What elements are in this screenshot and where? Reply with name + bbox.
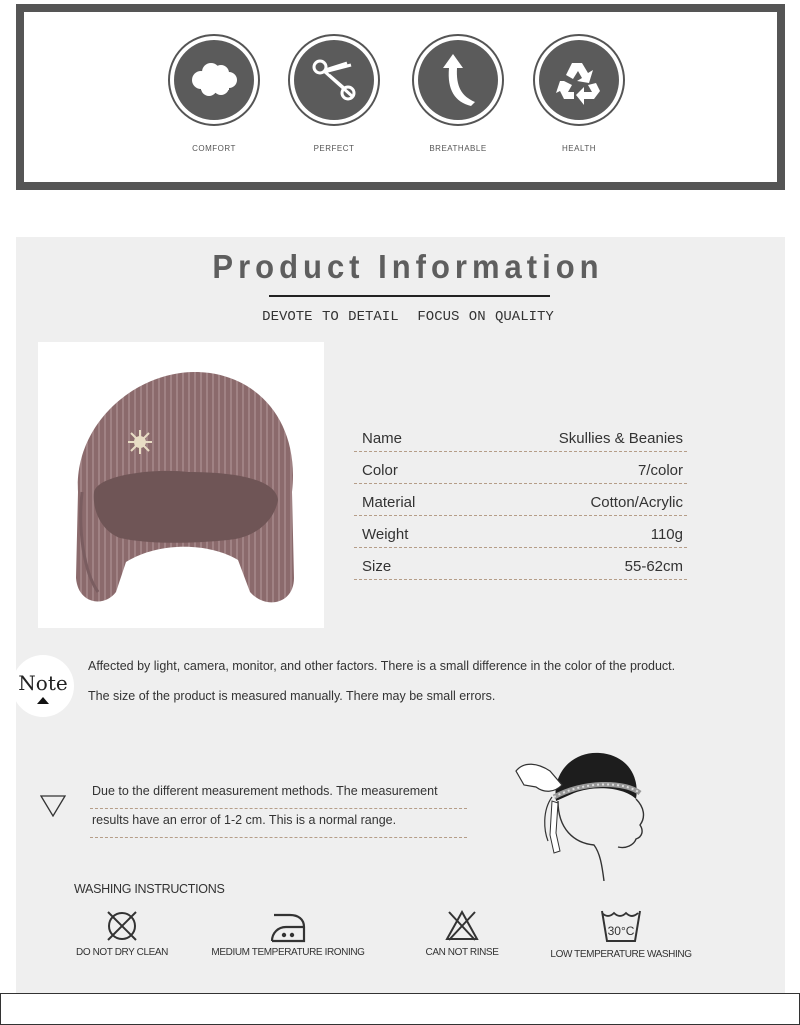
spec-row-weight <box>354 517 687 548</box>
feature-health <box>529 34 629 153</box>
section-subtitle: DEVOTE TO DETAIL FOCUS ON QUALITY <box>262 309 554 325</box>
section-title: Product Information <box>212 247 604 286</box>
feature-label: COMFORT <box>192 144 236 153</box>
product-info-panel <box>16 237 785 993</box>
recycle-icon <box>552 53 606 107</box>
spec-label: Name <box>362 430 403 447</box>
title-divider <box>269 295 550 297</box>
note-line-1: Affected by light, camera, monitor, and other factors. There is a small difference in the color of the product. <box>88 659 676 673</box>
wash-label: CAN NOT RINSE <box>425 947 499 958</box>
note-line-2: The size of the product is measured manually. There may be small errors. <box>88 689 496 703</box>
spec-row-size <box>354 549 687 580</box>
wash-label: MEDIUM TEMPERATURE IRONING <box>211 947 365 958</box>
curved-arrow-icon <box>431 50 485 110</box>
wash-item-no-dry-clean <box>72 909 172 958</box>
measurement-line-1: Due to the different measurement methods. The measurement <box>90 784 467 809</box>
feature-perfect <box>284 34 384 153</box>
no-dry-clean-icon <box>105 909 139 943</box>
wash-item-ironing <box>208 909 368 958</box>
wash-label: LOW TEMPERATURE WASHING <box>550 949 692 960</box>
scissors-icon <box>307 53 361 107</box>
spec-row-name <box>354 421 687 452</box>
spec-label: Weight <box>362 526 409 543</box>
bottom-frame <box>0 993 800 1025</box>
feature-comfort <box>164 34 264 153</box>
spec-label: Size <box>362 558 392 575</box>
measurement-line-2: results have an error of 1-2 cm. This is a normal range. <box>90 813 467 838</box>
spec-value: 7/color <box>637 462 683 479</box>
iron-icon <box>266 909 310 943</box>
note-label: Note <box>18 671 68 695</box>
features-banner <box>16 4 785 190</box>
up-arrow-icon <box>37 697 49 704</box>
wash-item-low-temp <box>546 909 696 960</box>
triangle-down-icon <box>40 795 66 817</box>
washing-title: WASHING INSTRUCTIONS <box>74 882 225 896</box>
note-badge <box>12 655 74 717</box>
spec-value: 55-62cm <box>624 558 683 575</box>
spec-value: Cotton/Acrylic <box>590 494 683 511</box>
spec-table <box>354 421 687 580</box>
feature-label: BREATHABLE <box>429 144 487 153</box>
product-image <box>38 342 324 628</box>
flower-emblem <box>128 430 152 454</box>
wash-30-icon <box>600 909 642 945</box>
spec-label: Color <box>362 462 398 479</box>
spec-value: 110g <box>650 526 683 543</box>
cloud-icon <box>187 60 241 100</box>
spec-value: Skullies & Beanies <box>558 430 683 447</box>
no-rinse-icon <box>444 909 480 943</box>
spec-row-material <box>354 485 687 516</box>
spec-label: Material <box>362 494 416 511</box>
feature-breathable <box>408 34 508 153</box>
wash-temperature: 30°C <box>607 924 635 938</box>
wash-label: DO NOT DRY CLEAN <box>76 947 168 958</box>
feature-label: PERFECT <box>313 144 355 153</box>
beanie-hat-image <box>38 342 324 628</box>
feature-label: HEALTH <box>562 144 596 153</box>
spec-row-color <box>354 453 687 484</box>
head-measurement-illustration <box>514 741 654 881</box>
wash-item-no-rinse <box>412 909 512 958</box>
